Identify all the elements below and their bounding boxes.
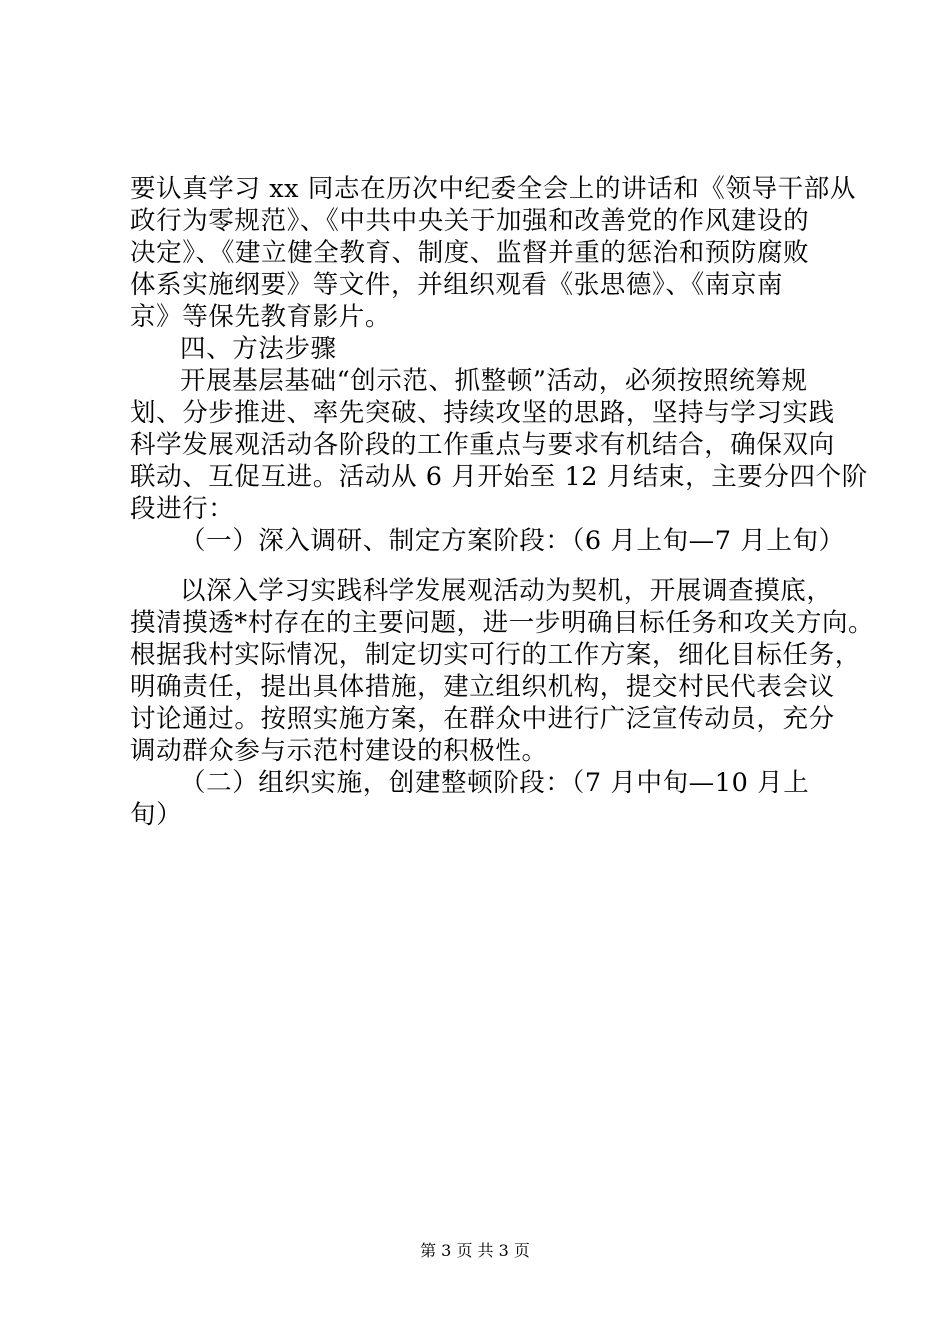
body-text-line: 以深入学习实践科学发展观活动为契机，开展调查摸底， (180, 576, 833, 606)
subsection-heading: （二）组织实施，创建整顿阶段：（7 月中旬—10 月上 (180, 768, 810, 798)
body-text-line: 科学发展观活动各阶段的工作重点与要求有机结合，确保双向 (130, 430, 835, 460)
body-text-line: 摸清摸透*村存在的主要问题，进一步明确目标任务和攻关方向。 (130, 608, 875, 638)
body-text-line: 决定》、《建立健全教育、制度、监督并重的惩治和预防腐败 (130, 238, 810, 268)
body-text-line: 开展基层基础“创示范、抓整顿”活动，必须按照统筹规 (180, 366, 808, 396)
section-heading: 四、方法步骤 (180, 334, 337, 364)
body-text-line: 调动群众参与示范村建设的积极性。 (130, 736, 548, 766)
body-text-line: 讨论通过。按照实施方案，在群众中进行广泛宣传动员，充分 (130, 704, 835, 734)
body-text-line: 京》等保先教育影片。 (130, 302, 392, 332)
page-number-footer: 第 3 页 共 3 页 (420, 1241, 530, 1260)
body-text-line: 要认真学习 xx 同志在历次中纪委全会上的讲话和《领导干部从 (130, 174, 856, 204)
subsection-heading: （一）深入调研、制定方案阶段：（6 月上旬—7 月上旬） (180, 526, 845, 556)
body-text-line: 划、分步推进、率先突破、持续攻坚的思路，坚持与学习实践 (130, 398, 835, 428)
body-text-line: 段进行： (130, 494, 235, 524)
body-text-line: 体系实施纲要》等文件，并组织观看《张思德》、《南京南 (130, 270, 784, 300)
body-text-line: 明确责任，提出具体措施，建立组织机构，提交村民代表会议 (130, 672, 835, 702)
body-text-line: 联动、互促互进。活动从 6 月开始至 12 月结束，主要分四个阶 (130, 462, 868, 492)
body-text-line: 根据我村实际情况，制定切实可行的工作方案，细化目标任务， (130, 640, 861, 670)
subsection-heading-continued: 旬） (130, 800, 183, 830)
body-text-line: 政行为零规范》、《中共中央关于加强和改善党的作风建设的 (130, 206, 810, 236)
